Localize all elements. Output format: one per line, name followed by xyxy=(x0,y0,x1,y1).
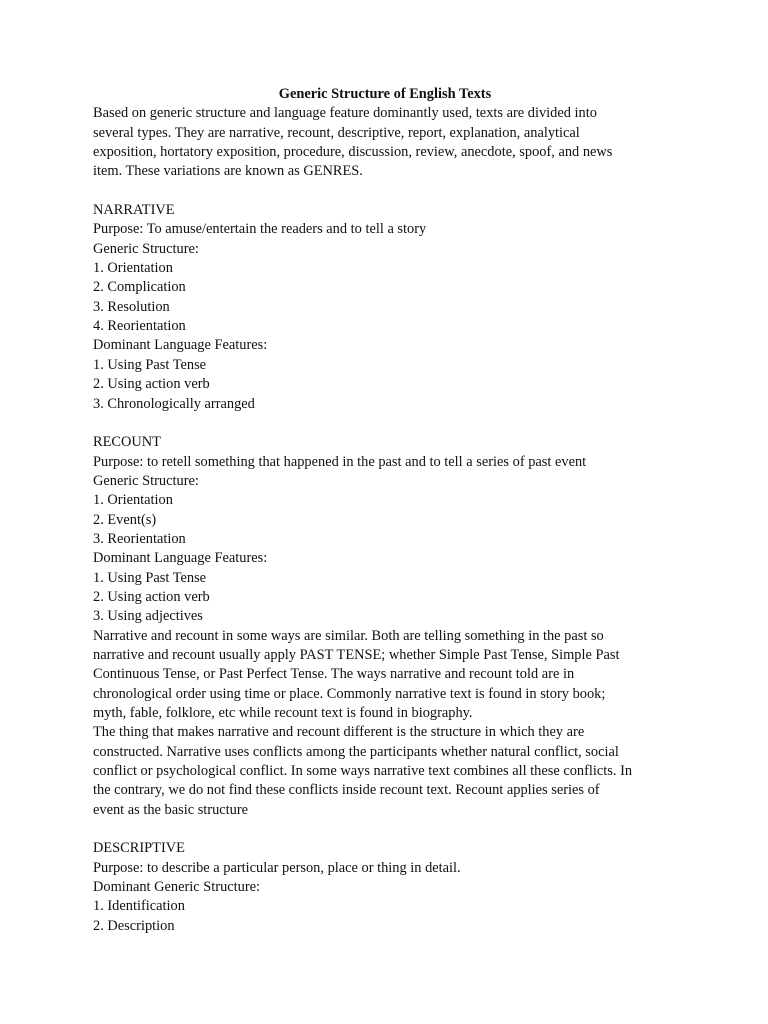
descriptive-structure-label: Dominant Generic Structure: xyxy=(93,879,261,896)
list-item: 2. Event(s) xyxy=(93,511,157,528)
descriptive-purpose: Purpose: to describe a particular person, place or thing in detail. xyxy=(93,859,461,876)
intro-line: item. These variations are known as GENRES. xyxy=(93,163,363,180)
blank-line xyxy=(93,820,683,839)
difference-paragraph xyxy=(93,723,683,820)
recount-purpose: Purpose: to retell something that happened in the past and to tell a series of past event xyxy=(93,453,587,470)
recount-features-label: Dominant Language Features: xyxy=(93,550,268,567)
paragraph-line: conflict or psychological conflict. In some ways narrative text combines all these conflicts. In xyxy=(93,763,633,780)
list-item: 1. Orientation xyxy=(93,260,173,277)
list-item: 3. Chronologically arranged xyxy=(93,395,255,412)
paragraph-line: the contrary, we do not find these conflicts inside recount text. Recount applies series of xyxy=(93,782,600,799)
list-item: 2. Using action verb xyxy=(93,376,210,393)
narrative-features-label: Dominant Language Features: xyxy=(93,337,268,354)
comparison-paragraph xyxy=(93,627,683,724)
list-item: 1. Orientation xyxy=(93,492,173,509)
paragraph-line: myth, fable, folklore, etc while recount text is found in biography. xyxy=(93,705,473,721)
paragraph-line: Continuous Tense, or Past Perfect Tense. The ways narrative and recount told are in xyxy=(93,666,575,683)
narrative-section xyxy=(93,201,683,414)
intro-line: Based on generic structure and language feature dominantly used, texts are divided into xyxy=(93,105,597,122)
paragraph-line: constructed. Narrative uses conflicts among the participants whether natural conflict, social xyxy=(93,743,619,760)
descriptive-section xyxy=(93,839,683,936)
list-item: 1. Using Past Tense xyxy=(93,569,207,586)
intro-line: several types. They are narrative, recount, descriptive, report, explanation, analytical xyxy=(93,124,580,141)
paragraph-line: chronological order using time or place. Commonly narrative text is found in story book; xyxy=(93,685,606,702)
list-item: 2. Using action verb xyxy=(93,588,210,605)
list-item: 2. Description xyxy=(93,917,175,934)
intro-line: exposition, hortatory exposition, procedure, discussion, review, anecdote, spoof, and news xyxy=(93,144,613,161)
list-item: 1. Identification xyxy=(93,898,185,915)
paragraph-line: narrative and recount usually apply PAST TENSE; whether Simple Past Tense, Simple Past xyxy=(93,646,620,663)
narrative-structure-label: Generic Structure: xyxy=(93,240,199,257)
document-title: Generic Structure of English Texts xyxy=(278,86,492,102)
narrative-purpose: Purpose: To amuse/entertain the readers and to tell a story xyxy=(93,221,427,238)
intro-paragraph xyxy=(93,104,683,181)
list-item: 3. Reorientation xyxy=(93,530,186,547)
recount-structure-label: Generic Structure: xyxy=(93,472,199,489)
list-item: 4. Reorientation xyxy=(93,318,186,335)
blank-line xyxy=(93,182,683,201)
section-heading-descriptive: DESCRIPTIVE xyxy=(93,840,185,857)
document-page xyxy=(93,85,683,936)
list-item: 1. Using Past Tense xyxy=(93,356,207,373)
paragraph-line: The thing that makes narrative and recount different is the structure in which they are xyxy=(93,724,585,741)
list-item: 3. Resolution xyxy=(93,298,170,315)
list-item: 3. Using adjectives xyxy=(93,608,203,625)
section-heading-recount: RECOUNT xyxy=(93,434,161,451)
paragraph-line: event as the basic structure xyxy=(93,801,249,818)
paragraph-line: Narrative and recount in some ways are similar. Both are telling something in the past so xyxy=(93,627,604,644)
recount-section xyxy=(93,433,683,820)
blank-line xyxy=(93,414,683,433)
section-heading-narrative: NARRATIVE xyxy=(93,202,175,219)
list-item: 2. Complication xyxy=(93,279,186,296)
